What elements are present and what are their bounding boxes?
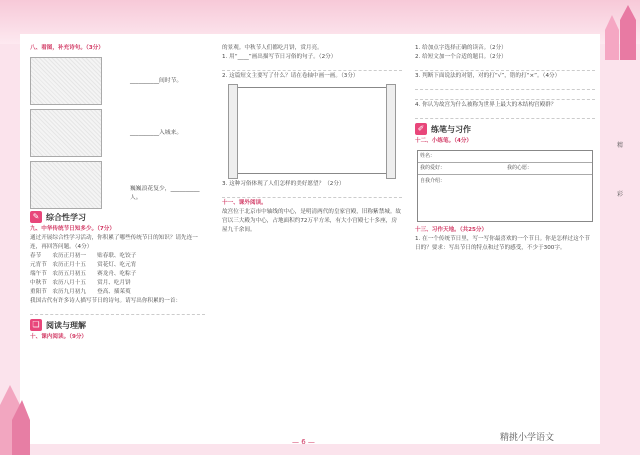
festival-row-1: 春节 农历正月初一 贴春联、吃饺子: [30, 253, 137, 259]
festival-row-2: 元宵节 农历正月十五 赏花灯、吃元宵: [30, 262, 137, 268]
illustration-1: [30, 57, 102, 105]
poem-illustrations: [30, 57, 205, 207]
reading-title: 阅读与理解: [46, 320, 86, 330]
book-icon: ❏: [30, 319, 42, 331]
section-11-title: 十一、课外阅读。: [222, 200, 267, 206]
right-tabs: [602, 140, 638, 238]
festival-row-5: 重阳节 农历九月初九 登高、插茱萸: [30, 289, 131, 295]
comprehensive-bar: [30, 211, 205, 223]
section-8-title: 八、看图，补充诗句。（3分）: [30, 45, 104, 51]
poem-blank-2[interactable]: __________入城来。: [130, 130, 183, 136]
practice-title: 练笔与习作: [431, 124, 471, 134]
castle-decoration-icon: [600, 0, 640, 60]
s13-text: 1. 在一个传统节日里，写一写你最喜欢的一个节日。你是怎样过这个节日的？要求：写出节日的特点和过节的感受，不少于300字。: [415, 236, 590, 251]
tower-decoration-icon: [0, 365, 30, 455]
form-wish[interactable]: 我的心愿：: [507, 165, 533, 171]
col3-line-3: 3. 判断下面说法的对错，对的打“√”，错的打“×”。（4分）: [415, 73, 561, 79]
illustration-3: [30, 161, 102, 209]
answer-line[interactable]: [415, 91, 595, 100]
answer-line[interactable]: [415, 62, 595, 71]
answer-line[interactable]: [222, 189, 402, 198]
answer-line[interactable]: [415, 110, 595, 119]
answer-line[interactable]: [415, 81, 595, 90]
wechat-watermark: 精挑小学语文: [500, 433, 555, 443]
pencil-icon: ✎: [30, 211, 42, 223]
col1-intro: 通过开展综合性学习活动，你积累了哪些传统节日的知识？请先连一连，再回答问题。（4分）: [30, 235, 198, 250]
form-hobby[interactable]: 我的爱好：: [420, 165, 446, 171]
col3-line-4: 4. 你认为故宫为什么被称为世界上最大的木结构宫殿群？: [415, 102, 557, 108]
col3-line-2: 2. 给短文加一个合适的题目。（2分）: [415, 54, 507, 60]
col2-line-4: 3. 这种习俗体现了人们怎样的美好愿望？（2分）: [222, 181, 345, 187]
pen-icon: ✐: [415, 123, 427, 135]
column-middle: [222, 44, 402, 439]
section-12-title: 十二、小练笔。（4分）: [415, 138, 473, 144]
practice-bar: [415, 123, 595, 135]
col2-story: 故宫位于北京市中轴线的中心，是明清两代的皇家宫殿，旧称紫禁城。故宫以三大殿为中心，占地面积约72万平方米，有大小宫殿七十多座，房屋九千余间。: [222, 209, 402, 233]
tab-mid: 精: [616, 142, 623, 149]
form-name[interactable]: 姓名：: [420, 153, 436, 159]
col3-line-1: 1. 给加点字选择正确的读音。（2分）: [415, 45, 507, 51]
poem-blank-3[interactable]: 巍巍浪花复少，__________人。: [130, 186, 200, 201]
form-intro[interactable]: 自我介绍：: [420, 178, 446, 184]
comprehensive-title: 综合性学习: [46, 212, 86, 222]
column-left: [30, 44, 205, 439]
tab-low: 彩: [616, 191, 623, 198]
illustration-2: [30, 109, 102, 157]
col2-line-2: 1. 用“____”画出描写节日习俗的句子。（2分）: [222, 54, 337, 60]
festival-row-3: 端午节 农历五月初五 赛龙舟、吃粽子: [30, 271, 137, 277]
section-10-title: 十、课内阅读。（9分）: [30, 334, 88, 340]
answer-line[interactable]: [222, 62, 402, 71]
drawing-scroll[interactable]: [236, 87, 388, 174]
section-9-title: 九、中华传统节日知多少。（7分）: [30, 226, 115, 232]
poem-blank-1[interactable]: __________间时节。: [130, 78, 183, 84]
reading-bar: [30, 319, 205, 331]
col2-line-3: 2. 这篇短文主要写了什么？请在卷轴中画一画。（3分）: [222, 73, 359, 79]
col1-question: 我国古代有许多诗人描写节日的诗句。请写出你积累的一首：: [30, 298, 182, 304]
form-row: [418, 151, 592, 163]
answer-line[interactable]: [30, 306, 205, 315]
festival-row-4: 中秋节 农历八月十五 赏月、吃月饼: [30, 280, 131, 286]
column-right: [415, 44, 595, 439]
form-row: [418, 163, 592, 175]
col2-line-1: 的景观。中秋节人们都吃月饼，赏月亮。: [222, 45, 323, 51]
page-number: — 6 —: [292, 438, 315, 446]
section-13-title: 十三、习作天地。（共25分）: [415, 227, 488, 233]
intro-card: [417, 150, 593, 222]
